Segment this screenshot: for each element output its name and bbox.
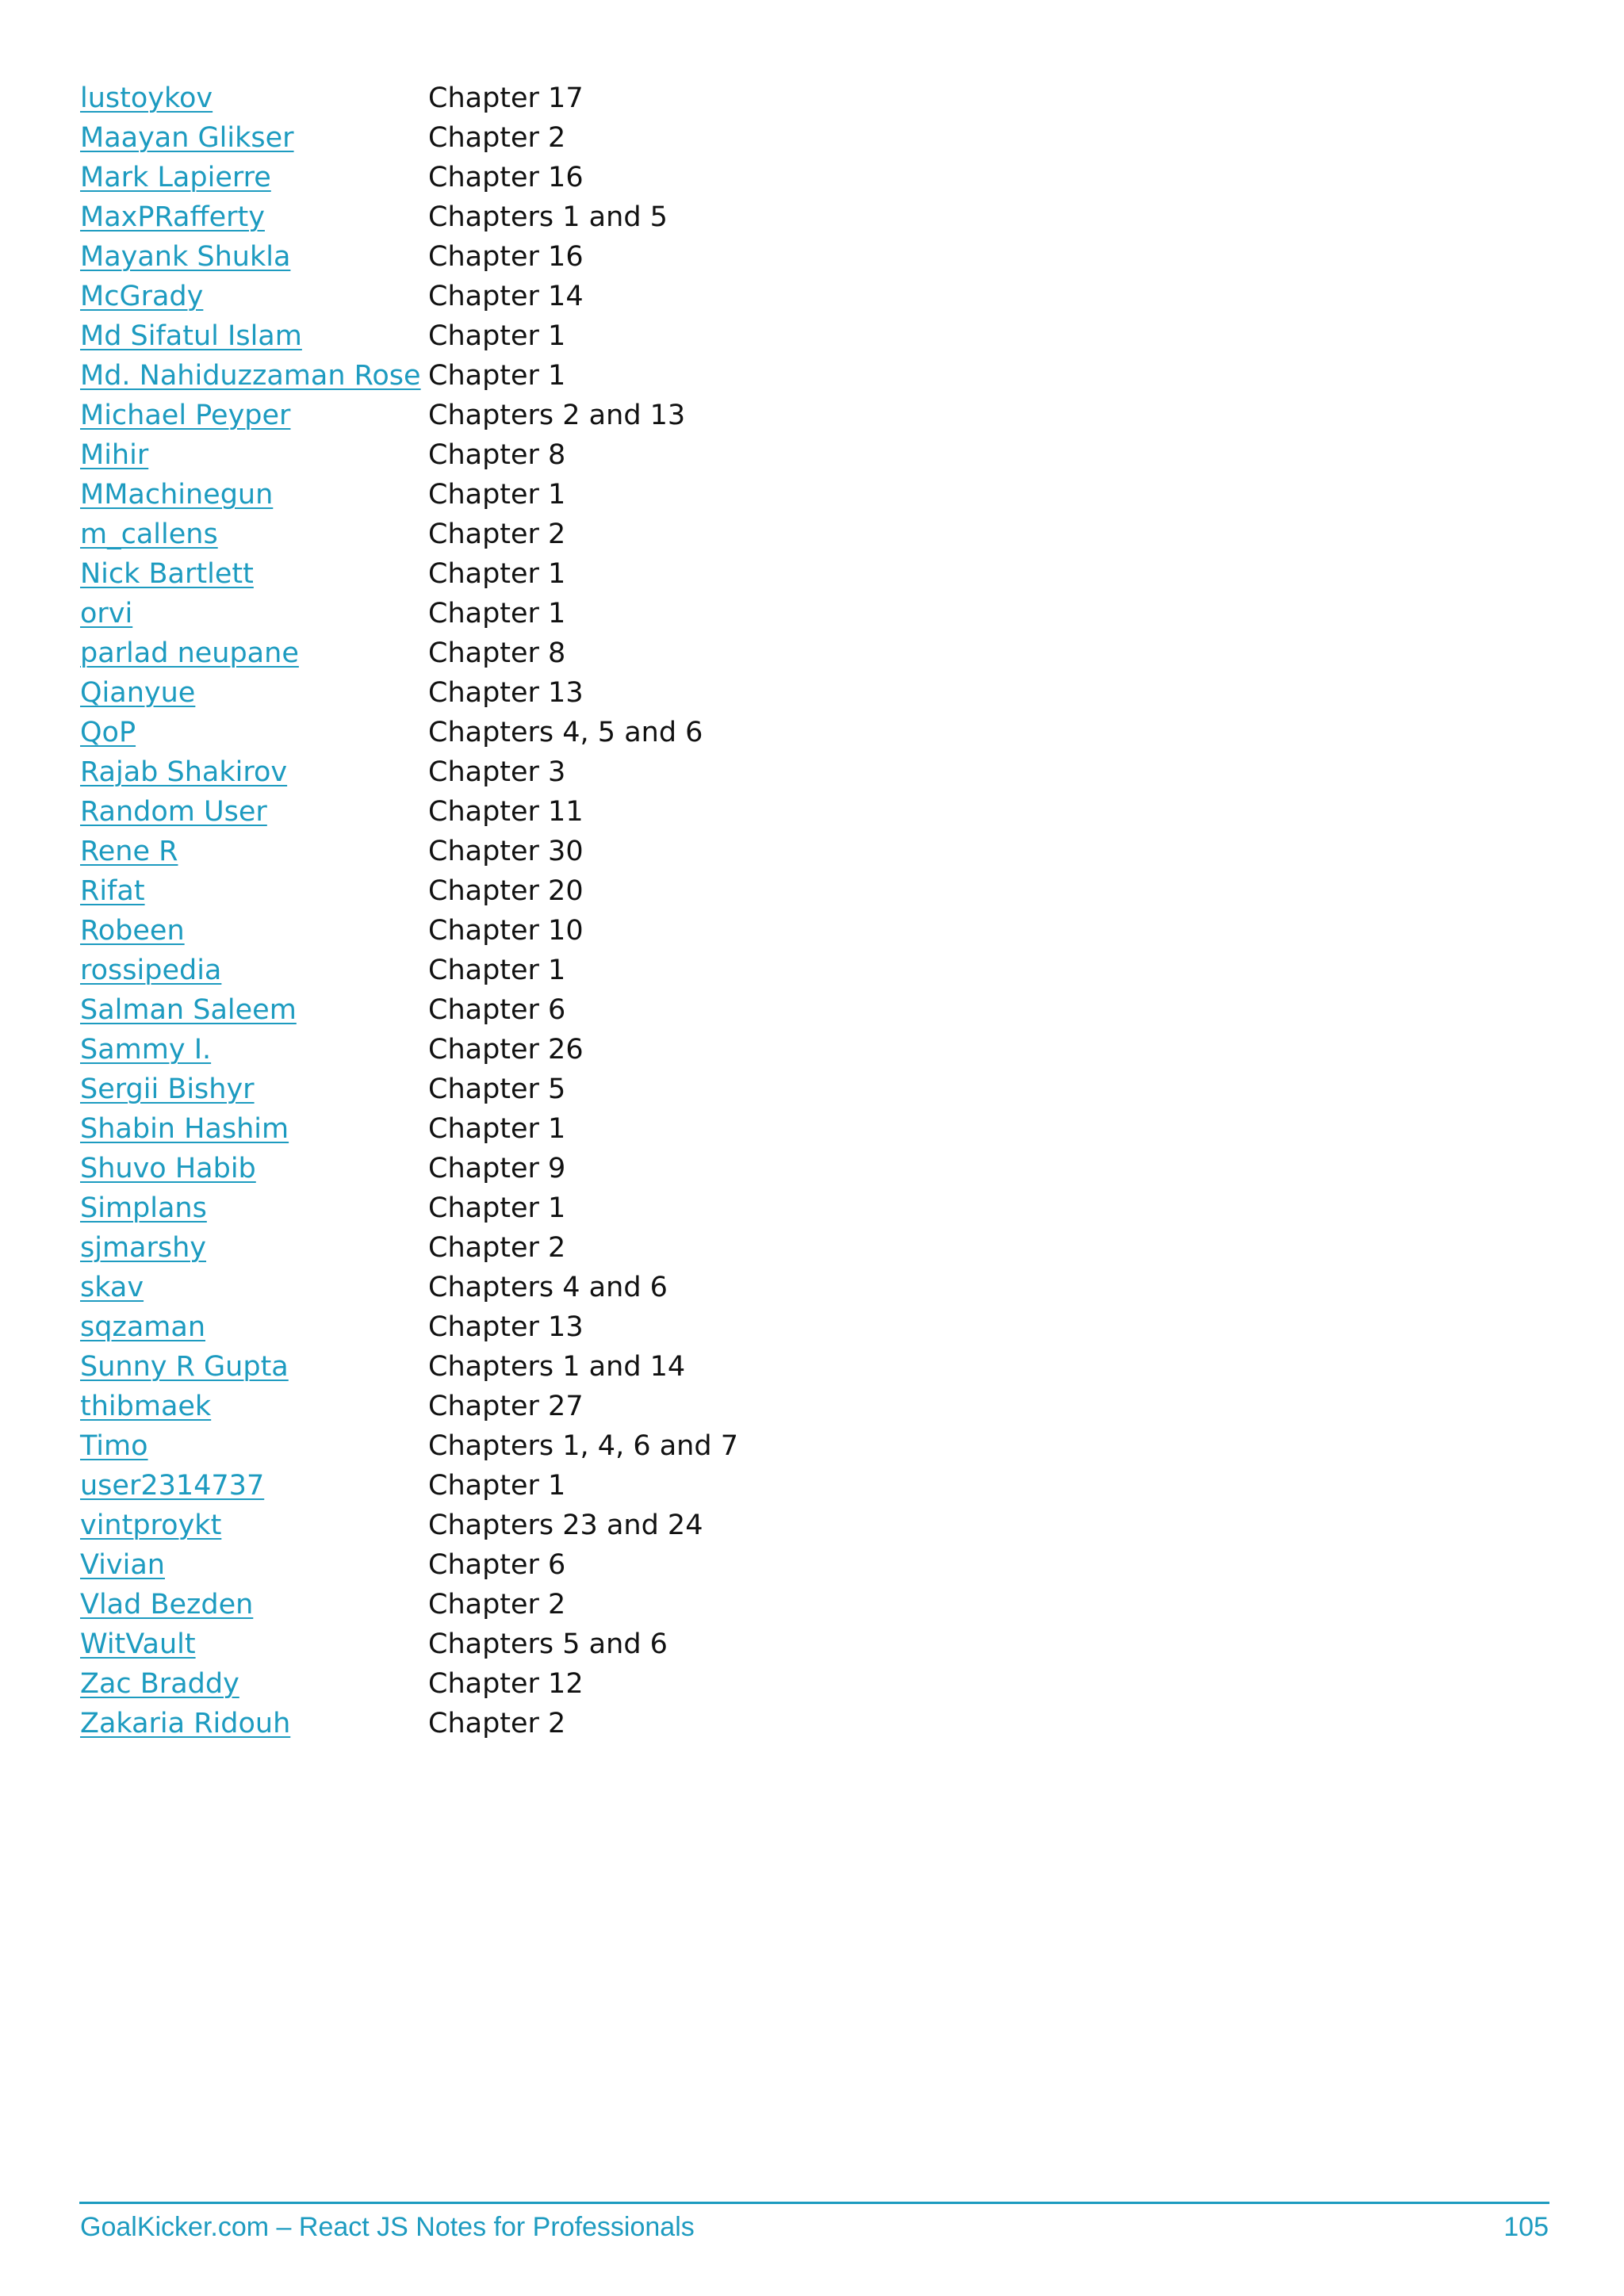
contributor-row <box>80 515 873 554</box>
page-number: 105 <box>1503 2212 1549 2242</box>
contributor-chapters: Chapter 14 <box>428 281 584 312</box>
contributor-chapters: Chapters 2 and 13 <box>428 400 686 431</box>
contributor-row <box>80 594 873 633</box>
contributor-row <box>80 832 873 871</box>
contributor-row <box>80 1426 873 1466</box>
contributor-row <box>80 752 873 792</box>
contributor-row <box>80 237 873 277</box>
contributor-name-link[interactable]: MaxPRafferty <box>80 201 265 233</box>
contributor-chapters: Chapters 5 and 6 <box>428 1628 668 1660</box>
contributor-row <box>80 1149 873 1188</box>
contributor-name-link[interactable]: user2314737 <box>80 1470 265 1502</box>
contributor-chapters: Chapter 26 <box>428 1034 584 1066</box>
contributor-name-link[interactable]: Vlad Bezden <box>80 1589 254 1621</box>
contributor-name-link[interactable]: Rajab Shakirov <box>80 756 288 788</box>
contributor-chapters: Chapters 4 and 6 <box>428 1272 668 1303</box>
contributor-chapters: Chapter 6 <box>428 994 566 1026</box>
contributor-chapters: Chapter 1 <box>428 1470 566 1502</box>
contributor-row <box>80 951 873 990</box>
contributor-chapters: Chapter 30 <box>428 836 584 867</box>
contributor-chapters: Chapter 12 <box>428 1668 584 1700</box>
contributor-name-link[interactable]: rossipedia <box>80 955 222 986</box>
contributor-name-link[interactable]: Sergii Bishyr <box>80 1073 255 1105</box>
contributor-chapters: Chapter 16 <box>428 241 584 273</box>
contributor-chapters: Chapter 2 <box>428 1708 566 1739</box>
contributor-row <box>80 78 873 118</box>
contributor-chapters: Chapter 2 <box>428 519 566 550</box>
contributor-chapters: Chapter 1 <box>428 479 566 511</box>
contributor-chapters: Chapter 3 <box>428 756 566 788</box>
contributor-chapters: Chapter 20 <box>428 875 584 907</box>
contributor-name-link[interactable]: Md Sifatul Islam <box>80 320 302 352</box>
contributor-row <box>80 1307 873 1347</box>
footer-divider <box>79 2202 1549 2204</box>
contributor-row <box>80 1704 873 1743</box>
contributor-chapters: Chapters 23 and 24 <box>428 1510 703 1541</box>
contributor-row <box>80 713 873 752</box>
contributor-chapters: Chapters 1 and 14 <box>428 1351 686 1383</box>
contributor-row <box>80 1228 873 1268</box>
contributor-chapters: Chapter 2 <box>428 1589 566 1621</box>
contributor-name-link[interactable]: Vivian <box>80 1549 165 1581</box>
contributor-chapters: Chapter 1 <box>428 360 566 392</box>
contributor-name-link[interactable]: Michael Peyper <box>80 400 291 431</box>
contributor-name-link[interactable]: Shuvo Habib <box>80 1153 256 1184</box>
contributor-name-link[interactable]: Rene R <box>80 836 178 867</box>
contributor-name-link[interactable]: Zakaria Ridouh <box>80 1708 291 1739</box>
contributor-name-link[interactable]: Sunny R Gupta <box>80 1351 289 1383</box>
contributor-name-link[interactable]: skav <box>80 1272 144 1303</box>
footer-title: GoalKicker.com – React JS Notes for Professionals <box>80 2212 695 2242</box>
contributor-name-link[interactable]: MMachinegun <box>80 479 274 511</box>
contributor-chapters: Chapter 9 <box>428 1153 566 1184</box>
contributor-row <box>80 316 873 356</box>
contributor-chapters: Chapters 4, 5 and 6 <box>428 717 703 748</box>
contributor-row <box>80 118 873 158</box>
contributor-row <box>80 1506 873 1545</box>
contributor-row <box>80 1624 873 1664</box>
contributor-chapters: Chapter 11 <box>428 796 584 828</box>
contributor-name-link[interactable]: Zac Braddy <box>80 1668 239 1700</box>
contributors-list <box>80 78 873 1743</box>
contributor-name-link[interactable]: Rifat <box>80 875 145 907</box>
contributor-chapters: Chapter 27 <box>428 1391 584 1422</box>
contributor-name-link[interactable]: Mayank Shukla <box>80 241 291 273</box>
contributor-chapters: Chapter 13 <box>428 1311 584 1343</box>
contributor-name-link[interactable]: Salman Saleem <box>80 994 297 1026</box>
contributor-name-link[interactable]: parlad neupane <box>80 637 299 669</box>
contributor-row <box>80 1466 873 1506</box>
contributor-chapters: Chapter 5 <box>428 1073 566 1105</box>
contributor-name-link[interactable]: lustoykov <box>80 82 213 114</box>
contributor-chapters: Chapters 1 and 5 <box>428 201 668 233</box>
contributor-chapters: Chapter 8 <box>428 637 566 669</box>
contributor-chapters: Chapters 1, 4, 6 and 7 <box>428 1430 738 1462</box>
contributor-name-link[interactable]: Mihir <box>80 439 149 471</box>
contributor-row <box>80 1030 873 1070</box>
contributor-chapters: Chapter 1 <box>428 955 566 986</box>
contributor-chapters: Chapter 8 <box>428 439 566 471</box>
contributor-name-link[interactable]: Robeen <box>80 915 185 947</box>
contributor-name-link[interactable]: orvi <box>80 598 133 629</box>
contributor-row <box>80 356 873 396</box>
contributor-name-link[interactable]: thibmaek <box>80 1391 212 1422</box>
contributor-row <box>80 1347 873 1387</box>
contributor-row <box>80 277 873 316</box>
contributor-row <box>80 1585 873 1624</box>
contributor-row <box>80 1387 873 1426</box>
contributor-name-link[interactable]: Shabin Hashim <box>80 1113 289 1145</box>
contributor-name-link[interactable]: WitVault <box>80 1628 196 1660</box>
contributor-row <box>80 554 873 594</box>
contributor-chapters: Chapter 1 <box>428 1113 566 1145</box>
contributor-chapters: Chapter 17 <box>428 82 584 114</box>
contributor-name-link[interactable]: Nick Bartlett <box>80 558 254 590</box>
contributor-row <box>80 1268 873 1307</box>
contributor-name-link[interactable]: Mark Lapierre <box>80 162 271 193</box>
contributor-chapters: Chapter 16 <box>428 162 584 193</box>
contributor-name-link[interactable]: vintproykt <box>80 1510 222 1541</box>
contributor-row <box>80 911 873 951</box>
contributor-name-link[interactable]: m_callens <box>80 519 218 550</box>
contributor-row <box>80 871 873 911</box>
contributor-chapters: Chapter 1 <box>428 558 566 590</box>
contributor-name-link[interactable]: Qianyue <box>80 677 196 709</box>
contributor-row <box>80 633 873 673</box>
contributor-row <box>80 396 873 435</box>
contributor-name-link[interactable]: Random User <box>80 796 267 828</box>
contributor-chapters: Chapter 13 <box>428 677 584 709</box>
contributor-row <box>80 1109 873 1149</box>
contributor-chapters: Chapter 2 <box>428 1232 566 1264</box>
contributor-name-link[interactable]: Maayan Glikser <box>80 122 294 154</box>
contributor-name-link[interactable]: sjmarshy <box>80 1232 207 1264</box>
contributor-row <box>80 673 873 713</box>
contributor-row <box>80 792 873 832</box>
contributor-row <box>80 197 873 237</box>
contributor-row <box>80 990 873 1030</box>
contributor-chapters: Chapter 1 <box>428 598 566 629</box>
contributor-row <box>80 435 873 475</box>
contributor-name-link[interactable]: sqzaman <box>80 1311 205 1343</box>
contributor-row <box>80 1070 873 1109</box>
contributor-name-link[interactable]: Sammy I. <box>80 1034 212 1066</box>
contributor-name-link[interactable]: Simplans <box>80 1192 207 1224</box>
contributor-row <box>80 158 873 197</box>
contributor-name-link[interactable]: Timo <box>80 1430 148 1462</box>
contributor-name-link[interactable]: McGrady <box>80 281 204 312</box>
contributor-chapters: Chapter 6 <box>428 1549 566 1581</box>
contributor-chapters: Chapter 1 <box>428 320 566 352</box>
contributor-name-link[interactable]: Md. Nahiduzzaman Rose <box>80 360 421 392</box>
contributor-row <box>80 1664 873 1704</box>
contributor-chapters: Chapter 1 <box>428 1192 566 1224</box>
contributor-chapters: Chapter 2 <box>428 122 566 154</box>
contributor-row <box>80 1188 873 1228</box>
contributor-name-link[interactable]: QoP <box>80 717 136 748</box>
contributor-chapters: Chapter 10 <box>428 915 584 947</box>
contributor-row <box>80 1545 873 1585</box>
contributor-row <box>80 475 873 515</box>
